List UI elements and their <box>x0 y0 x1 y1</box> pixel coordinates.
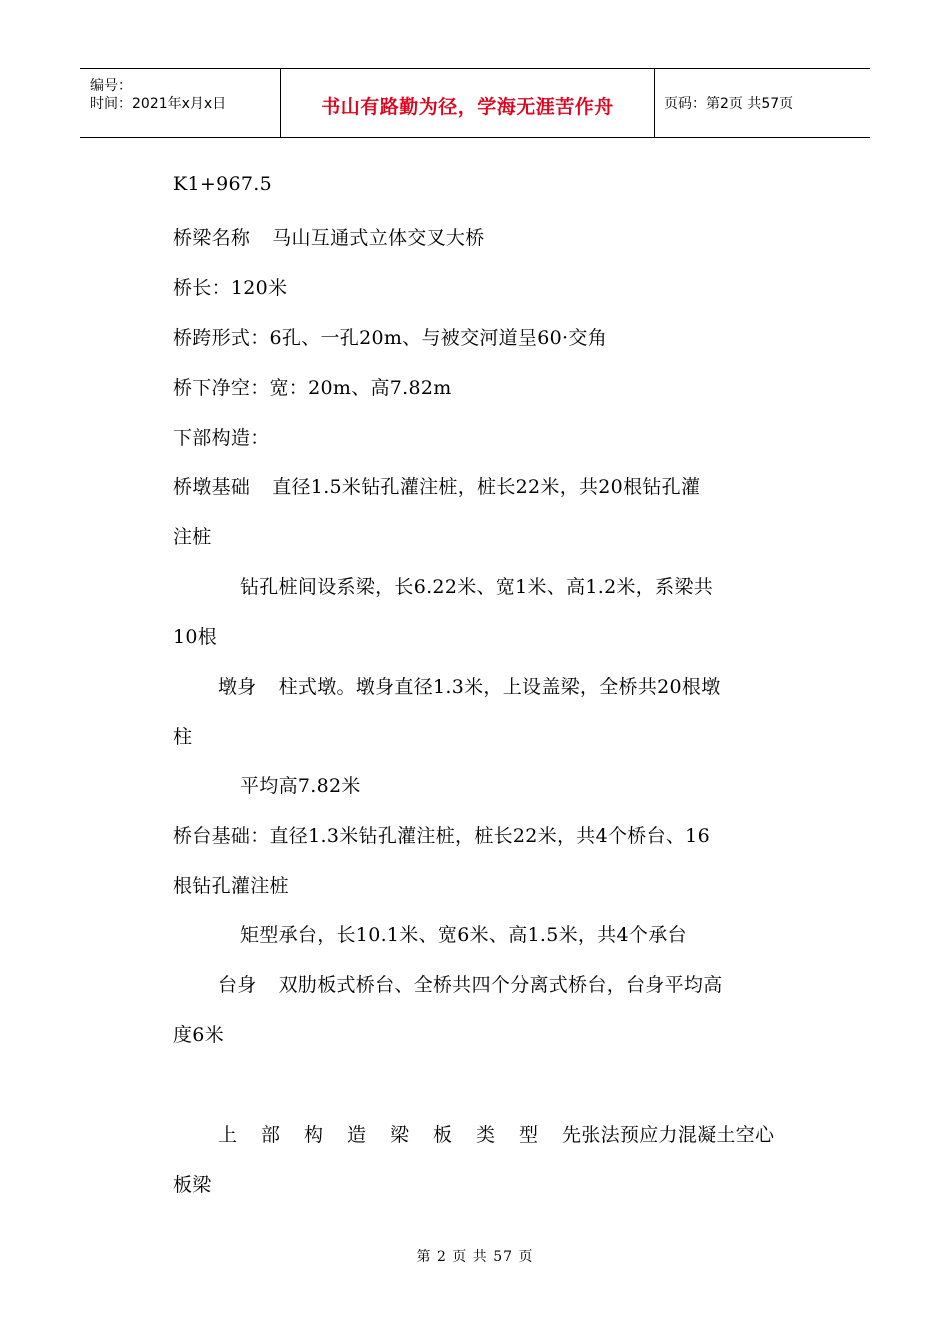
pier-body-line <box>218 672 721 699</box>
document-date-label: 时间：2021年x月x日 <box>90 96 227 112</box>
header-info-cell <box>80 69 280 137</box>
bridge-name-label: 桥梁名称 <box>173 227 251 249</box>
abutment-body-text: 双肋板式桥台、全桥共四个分离式桥台，台身平均高 <box>278 974 723 996</box>
pier-foundation-label: 桥墩基础 <box>173 476 251 498</box>
pier-body-text: 柱式墩。墩身直径1.3米，上设盖梁，全桥共20根墩 <box>278 676 721 698</box>
header-table <box>80 68 870 138</box>
bridge-name-line <box>173 223 485 250</box>
station-line: K1+967.5 <box>173 173 272 195</box>
abutment-foundation-line: 桥台基础：直径1.3米钻孔灌注桩，桩长22米，共4个桥台、16 <box>173 825 710 847</box>
header-page-cell <box>654 69 870 137</box>
document-number-label: 编号： <box>90 78 132 94</box>
header-motto-cell <box>280 69 655 137</box>
pile-cap-line: 矩型承台，长10.1米、宽6米、高1.5米，共4个承台 <box>240 924 687 946</box>
bridge-name-value: 马山互通式立体交叉大桥 <box>272 227 485 249</box>
tie-beam-line: 钻孔桩间设系梁，长6.22米、宽1米、高1.2米，系梁共 <box>240 576 714 598</box>
average-height-line: 平均高7.82米 <box>240 775 361 797</box>
superstructure-line <box>218 1120 774 1147</box>
abutment-foundation-line-2: 根钻孔灌注桩 <box>173 875 289 897</box>
abutment-body-line <box>218 970 723 997</box>
clearance-line: 桥下净空：宽：20m、高7.82m <box>173 377 452 399</box>
motto-text: 书山有路勤为径，学海无涯苦作舟 <box>321 96 614 118</box>
bridge-length-line: 桥长：120米 <box>173 277 288 299</box>
pier-body-label: 墩身 <box>218 676 257 698</box>
substructure-heading: 下部构造： <box>173 427 270 449</box>
abutment-body-label: 台身 <box>218 974 257 996</box>
superstructure-label: 上部构造梁板类型 <box>218 1124 563 1146</box>
superstructure-text: 先张法预应力混凝土空心 <box>562 1124 775 1146</box>
pier-foundation-line <box>173 472 700 499</box>
pier-body-line-2: 柱 <box>173 726 193 748</box>
pier-foundation-line-2: 注桩 <box>173 526 212 548</box>
pier-foundation-text: 直径1.5米钻孔灌注桩，桩长22米，共20根钻孔灌 <box>272 476 701 498</box>
page-footer: 第 2 页 共 57 页 <box>416 1249 534 1265</box>
tie-beam-line-2: 10根 <box>173 626 218 648</box>
superstructure-line-2: 板梁 <box>173 1174 212 1196</box>
page-number-label: 页码：第2页 共57页 <box>664 96 794 112</box>
abutment-body-line-2: 度6米 <box>173 1024 224 1046</box>
span-form-line: 桥跨形式：6孔、一孔20m、与被交河道呈60·交角 <box>173 327 607 349</box>
